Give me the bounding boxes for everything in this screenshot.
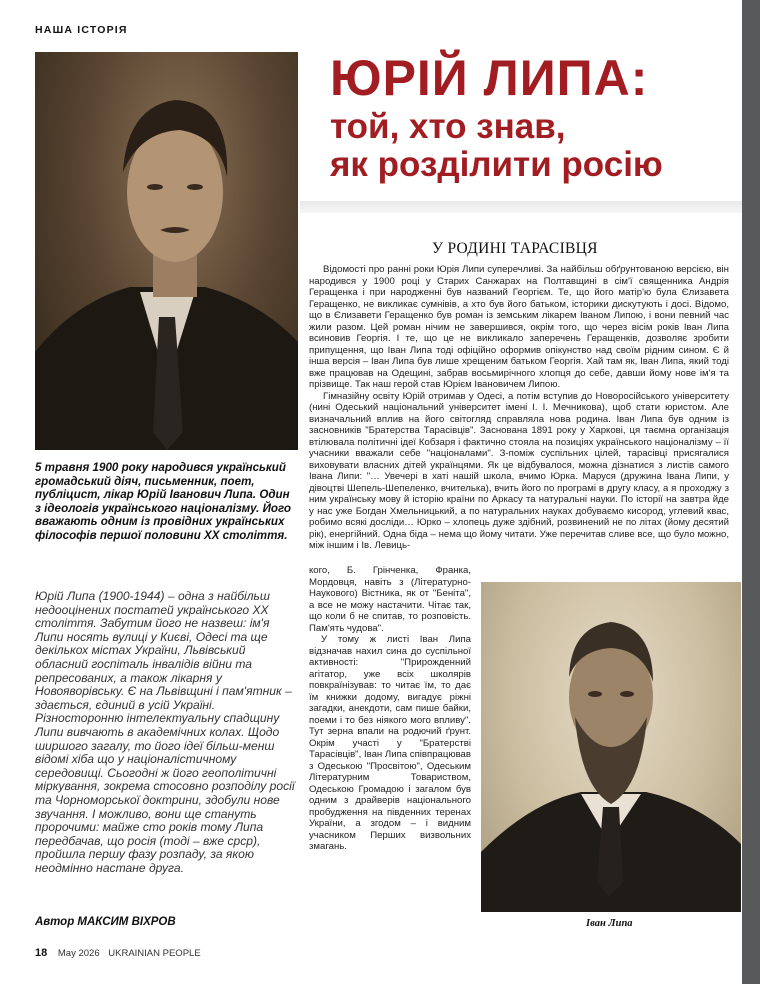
body-paragraph: кого, Б. Грінченка, Франка, Мордовця, навіть з (Літературно-Наукового) Вістника, як от "Беніта", а все не можу настачити. Чітає так, що коли б не спитав, то розповість. Пам'ять чудова". bbox=[309, 565, 471, 634]
subtitle-line-2: як розділити росію bbox=[330, 145, 663, 184]
subtitle-line-1: той, хто знав, bbox=[330, 107, 566, 146]
photo-caption-ivan: Іван Липа bbox=[586, 918, 633, 929]
intro-paragraph: Юрій Липа (1900-1944) – одна з найбільш недооцінених постатей українського XX століття. Забутим його не назвеш: ім'я Липи носять вулиці у Києві, Одесі та ще декількох містах України, Львівський обласний госпіталь інвалідів війни та репресованих, а також лікарня у Новояворівську. Є на Львівщині і пам'ятник – здається, єдиний в усій Україні. Різносторонню інтелектуальну спадщину Липи вивчають в академічних колах. Щодо ширшого загалу, то його ідеї більш-менш відомі хіба що у націоналістичному середовищі. Сьогодні ж його геополітичні міркування, зокрема стосовно розподілу росії та Чорноморської доктрини, здобули нове звучання. І можливо, вони ще стануть пророчими: майже сто років тому Липа передбачав, що росія (тоді – вже срср), пройшла першу фазу розпаду, за якою неодмінно настане друга. bbox=[35, 589, 295, 875]
page-edge-bar bbox=[742, 0, 760, 984]
title-underline-band bbox=[300, 201, 742, 213]
section-subheading: У РОДИНІ ТАРАСІВЦЯ bbox=[432, 240, 598, 257]
body-paragraph: Відомості про ранні роки Юрія Липи суперечливі. За найбільш обґрунтованою версією, він народився у 1900 році у Старих Санжарах на Полтавщині в сім'ї священника Андрія Геращенка і при народженні був названий Георгієм. Те, що його матір'ю була Єлизавета Геращенко, не викликає сумнівів, а хто був його батьком, історики дискутують і досі. Відомо, що в Єлизавети Геращенко був роман із земським лікарем Іваном Липою, і вони певний час жили разом. Цей роман нічим не завершився, окрім того, що через вісім років Іван Липа всиновив Георгія. І те, що це не викликало заперечень Геращенків, дозволяє зробити припущення, що Іван Липа тоді офіційно оформив опікунство над своїм рідним сином. Є й інша версія – Іван Липа був лише хрещеним батьком Георгія. Хай там як, Іван Липа, який тоді вже працював на Одещині, забрав восьмирічного хлопця до себе, давши йому нове ім'я та прізвище. Так наш герой став Юрієм Івановичем Липою. bbox=[309, 264, 729, 390]
body-column-narrow bbox=[309, 565, 471, 853]
body-paragraph: У тому ж листі Іван Липа відзначав нахил сина до суспільної активності: "Прирожденний агітатор, уже всіх школярів повкраїнізував: то читає їм, то дає їм книжки додому, вигадує ріжні загадки, анекдоти, сам пише байки, поеми і то без ніякого мого впливу". Тут зерна впали на родючий ґрунт. Окрім участі у "Братерстві Тарасівців", Іван Липа співпрацював з Одеською "Просвітою", Одеським Літературним Товариством, Одеською Громадою і загалом був одним з драйверів національного пробудження на південних теренах України, а згодом – і видним учасником Перших визвольних змагань. bbox=[309, 634, 471, 852]
portrait-yuri-lypa-photo bbox=[35, 52, 298, 450]
issue-date: May 2026 bbox=[57, 948, 100, 959]
magazine-name: UKRAINIAN PEOPLE bbox=[108, 948, 201, 959]
body-column-wide bbox=[309, 264, 729, 552]
article-title: ЮРІЙ ЛИПА: bbox=[330, 50, 649, 106]
lead-caption: 5 травня 1900 року народився український громадський діяч, письменник, поет, публіцист, лікар Юрій Іванович Липа. Один з ідеологів українського націоналізму. Його вважають одним із провідних українських філософів першої половини ХХ століття. bbox=[35, 461, 291, 542]
page-footer bbox=[35, 947, 201, 959]
portrait-ivan-lypa-photo bbox=[481, 582, 741, 912]
author-credit: Автор МАКСИМ ВІХРОВ bbox=[35, 916, 176, 928]
page-number: 18 bbox=[35, 947, 48, 959]
section-label: НАША ІСТОРІЯ bbox=[35, 24, 128, 36]
body-paragraph: Гімназійну освіту Юрій отримав у Одесі, а потім вступив до Новоросійського університету (нині Одеський національний університет імені І. І. Мечникова), щоб стати юристом. Але визначальний вплив на його світогляд справляла нова родина. Іван Липа був одним із засновників "Братерства Тарасівців". Заснована 1891 року у Харкові, ця таємна організація втілювала політичні ідеї Кобзаря і фактично стояла на позиціях українського націоналізму – її учасники вважали себе "націоналами". З-поміж суспільних цілей, тарасівці присягалися виховувати власних дітей українцями. Як це відбувалося, можна дізнатися з листів самого Івана Липи: "… Увечері в хаті нашій школа, вчимо Юрка. Маруся (дружина Івана Липи, у дівоцтві Шепель-Шепеленко, вчителька), вчить його по програмі в другу класу, а я проходжу з ним українську мову й історію країни по Аркасу та натуральні науки. По історії на завтра йде у нас уже Богдан Хмельницький, а по натуральних науках добуваємо кисород, углевий квас, робимо всякі досліди… Юрко – хлопець дуже здібний, розвинений не по літах (йому десятий рік), енергійний. Одна біда – нема що йому читати. Уже перечитав сливе все, що було можно, між іншим і Ів. Левиць- bbox=[309, 390, 729, 551]
article-subtitle bbox=[330, 108, 663, 184]
